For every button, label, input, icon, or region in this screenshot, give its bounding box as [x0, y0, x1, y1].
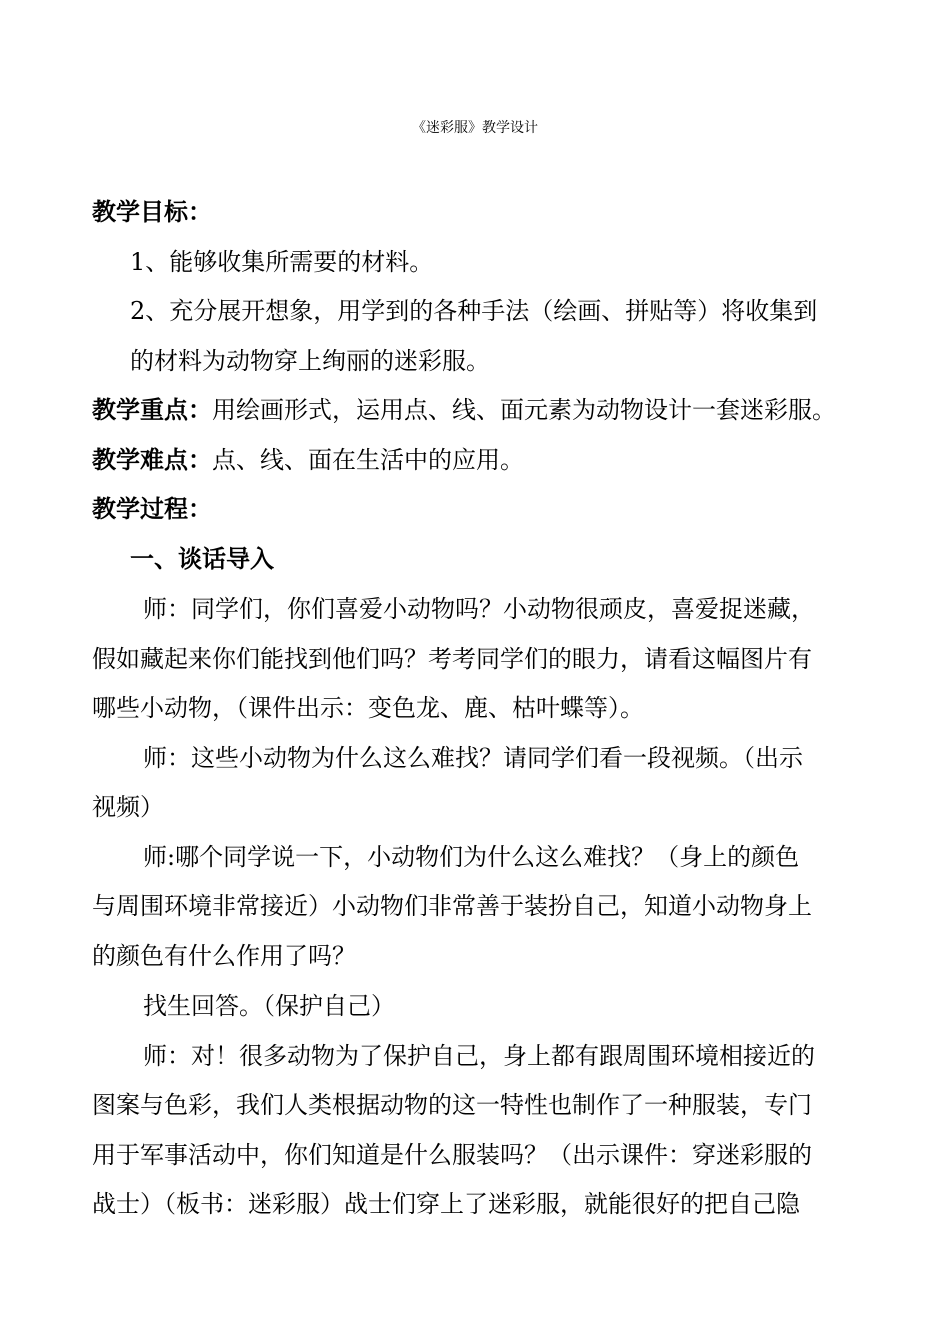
paragraph-5-line-2: 图案与色彩，我们人类根据动物的这一特性也制作了一种服装，专门: [92, 1091, 812, 1119]
paragraph-3-line-1: 师:哪个同学说一下，小动物们为什么这么难找？（身上的颜色: [143, 843, 800, 871]
paragraph-3-line-2: 与周围环境非常接近）小动物们非常善于装扮自己，知道小动物身上: [92, 892, 812, 920]
goals-heading: 教学目标：: [92, 198, 212, 226]
paragraph-5-line-3: 用于军事活动中，你们知道是什么服装吗？（出示课件：穿迷彩服的: [92, 1141, 812, 1169]
difficulty-row: [92, 445, 524, 475]
goal-item-2-line-1: 2、充分展开想象，用学到的各种手法（绘画、拼贴等）将收集到: [130, 297, 818, 325]
goal-item-2-line-2: 的材料为动物穿上绚丽的迷彩服。: [130, 347, 490, 375]
key-point-text: 用绘画形式，运用点、线、面元素为动物设计一套迷彩服。: [212, 396, 836, 424]
paragraph-4-line-1: 找生回答。（保护自己）: [143, 992, 395, 1020]
section-heading-1: 一、谈话导入: [130, 545, 274, 573]
paragraph-2-line-2: 视频）: [92, 793, 164, 821]
document-title: 《迷彩服》教学设计: [412, 120, 538, 136]
difficulty-label: 教学难点：: [92, 446, 212, 474]
difficulty-text: 点、线、面在生活中的应用。: [212, 446, 524, 474]
paragraph-5-line-1: 师：对！很多动物为了保护自己，身上都有跟周围环境相接近的: [143, 1042, 815, 1070]
paragraph-5-line-4: 战士）（板书：迷彩服）战士们穿上了迷彩服，就能很好的把自己隐: [92, 1190, 800, 1218]
key-point-row: [92, 395, 836, 425]
paragraph-1-line-3: 哪些小动物，（课件出示：变色龙、鹿、枯叶蝶等）。: [92, 694, 644, 722]
paragraph-1-line-1: 师：同学们，你们喜爱小动物吗？小动物很顽皮，喜爱捉迷藏，: [143, 595, 815, 623]
paragraph-3-line-3: 的颜色有什么作用了吗？: [92, 942, 356, 970]
paragraph-2-line-1: 师：这些小动物为什么这么难找？请同学们看一段视频。（出示: [143, 744, 803, 772]
key-point-label: 教学重点：: [92, 396, 212, 424]
goal-item-1: 1、能够收集所需要的材料。: [130, 248, 434, 276]
process-heading: 教学过程：: [92, 495, 212, 523]
paragraph-1-line-2: 假如藏起来你们能找到他们吗？考考同学们的眼力，请看这幅图片有: [92, 645, 812, 673]
